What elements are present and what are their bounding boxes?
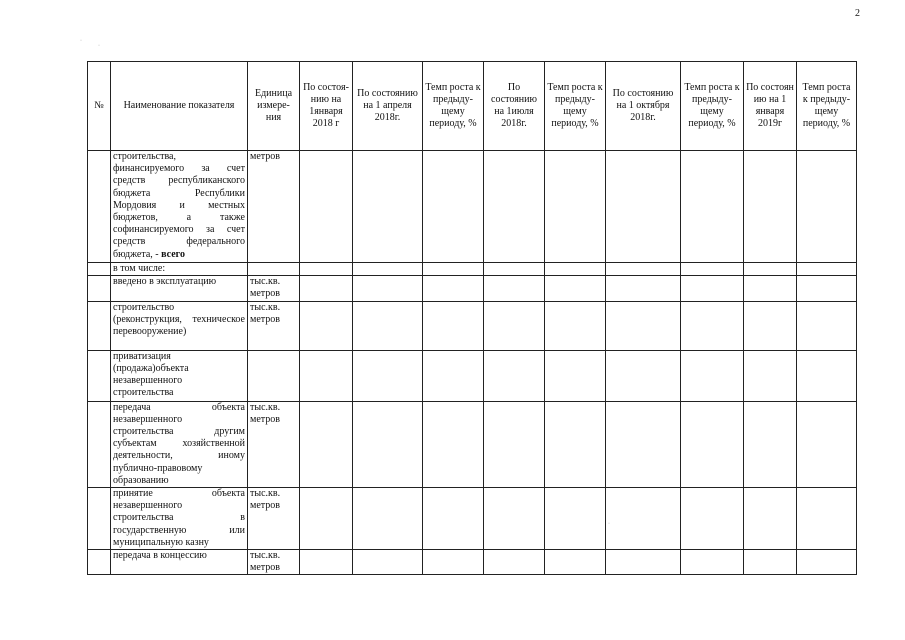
header-jan-2018: По состоя-нию на 1января 2018 г [300, 62, 353, 151]
row-unit: метров [248, 151, 300, 263]
row-unit: тыс.кв. метров [248, 401, 300, 487]
header-jul-2018: По состоянию на 1июля 2018г. [484, 62, 545, 151]
header-row [88, 62, 857, 151]
table-row [88, 151, 857, 263]
header-indicator-name: Наименование показателя [111, 62, 248, 151]
header-apr-2018: По состоянию на 1 апреля 2018г. [353, 62, 423, 151]
header-number: № [88, 62, 111, 151]
row-unit [248, 263, 300, 276]
row-name: введено в эксплуатацию [111, 276, 248, 301]
row-name: принятие объекта незавершенного строительства в государственную или муниципальную казну [111, 488, 248, 550]
table-row [88, 263, 857, 276]
header-growth-rate: Темп роста к предыду-щему периоду, % [797, 62, 857, 151]
header-growth-rate: Темп роста к предыду-щему периоду, % [545, 62, 606, 151]
page-number: 2 [855, 8, 860, 19]
row-unit: тыс.кв. метров [248, 276, 300, 301]
table-row [88, 350, 857, 401]
table-row [88, 301, 857, 350]
header-growth-rate: Темп роста к предыду-щему периоду, % [423, 62, 484, 151]
row-name: приватизация (продажа)объекта незавершенного строительства [111, 350, 248, 401]
table-row [88, 488, 857, 550]
header-jan-2019: По состоян ию на 1 января 2019г [744, 62, 797, 151]
row-name: передача объекта незавершенного строительства другим субъектам хозяйственной деятельности, иному публично-правовому образованию [111, 401, 248, 487]
row-unit: тыс.кв. метров [248, 301, 300, 350]
header-growth-rate: Темп роста к предыду-щему периоду, % [681, 62, 744, 151]
row-name: строительство (реконструкция, техническое перевооружение) [111, 301, 248, 350]
row-unit [248, 350, 300, 401]
scan-speck: · [98, 43, 100, 49]
row-unit: тыс.кв. метров [248, 550, 300, 575]
header-unit: Единица измере-ния [248, 62, 300, 151]
scan-speck: · [80, 38, 82, 44]
row-unit: тыс.кв. метров [248, 488, 300, 550]
header-oct-2018: По состоянию на 1 октября 2018г. [606, 62, 681, 151]
indicators-table [87, 61, 857, 575]
table-row [88, 550, 857, 575]
table-row [88, 401, 857, 487]
table-row [88, 276, 857, 301]
row-name: строительства, финансируемого за счет средств республиканского бюджета Республики Мордовия и местных бюджетов, а также софинансируемого за счет средств федерального бюджета, - всего [111, 151, 248, 263]
scan-speck: · [608, 521, 610, 527]
row-name: передача в концессию [111, 550, 248, 575]
row-name: в том числе: [111, 263, 248, 276]
